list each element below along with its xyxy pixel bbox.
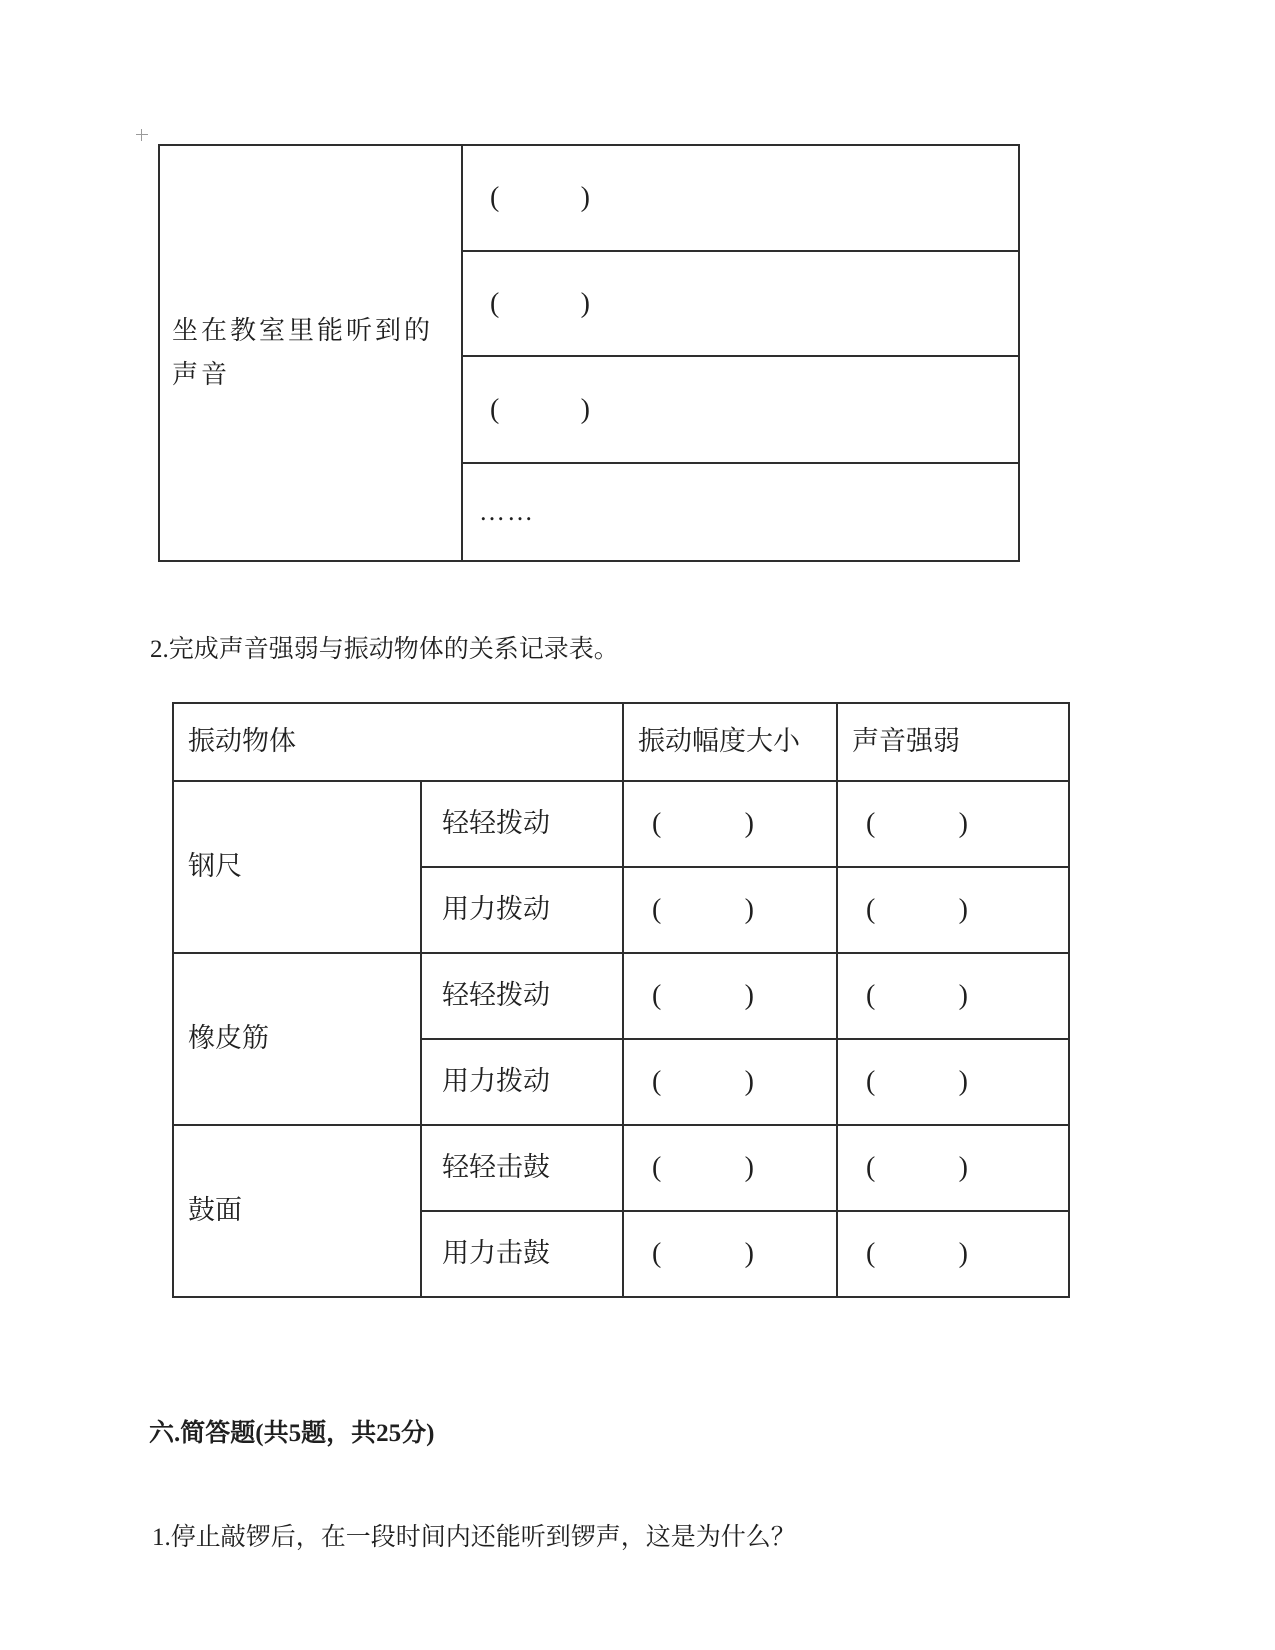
paren-open: (	[866, 1066, 876, 1098]
object-cell-drum	[173, 1125, 421, 1297]
object-label: 橡皮筋	[188, 1023, 269, 1054]
paren-close: )	[958, 1152, 968, 1184]
paren-close: )	[744, 980, 754, 1012]
paren-close: )	[580, 393, 590, 425]
paren-close: )	[958, 980, 968, 1012]
amplitude-answer-cell	[623, 1125, 837, 1211]
action-cell	[421, 1039, 623, 1125]
paren-close: )	[580, 287, 590, 319]
action-label: 用力拨动	[442, 894, 550, 925]
answer-blank-cell	[462, 356, 1019, 463]
object-cell-rubber-band	[173, 953, 421, 1125]
header-loudness	[837, 703, 1069, 781]
action-cell	[421, 1125, 623, 1211]
paren-close: )	[744, 1152, 754, 1184]
paren-close: )	[958, 1238, 968, 1270]
header-vibrating-object-label: 振动物体	[188, 726, 296, 757]
row-header-cell	[159, 145, 462, 561]
action-label: 轻轻拨动	[442, 808, 550, 839]
loudness-answer-cell	[837, 1125, 1069, 1211]
amplitude-answer-cell	[623, 781, 837, 867]
amplitude-answer-cell	[623, 867, 837, 953]
header-loudness-label: 声音强弱	[852, 726, 960, 757]
object-label: 鼓面	[188, 1195, 242, 1226]
paren-open: (	[866, 980, 876, 1012]
ellipsis-label: ……	[479, 496, 535, 526]
answer-blank-cell	[462, 145, 1019, 251]
ellipsis-cell	[462, 463, 1019, 561]
answer-blank	[652, 974, 754, 1017]
answer-blank	[866, 974, 968, 1017]
paren-close: )	[744, 808, 754, 840]
section6-question1: 1.停止敲锣后，在一段时间内还能听到锣声，这是为什么？	[152, 1524, 796, 1551]
paren-open: (	[490, 393, 500, 425]
paren-open: (	[866, 808, 876, 840]
paren-open: (	[652, 1066, 662, 1098]
answer-blank	[490, 388, 590, 431]
object-cell-steel-ruler	[173, 781, 421, 953]
loudness-answer-cell	[837, 867, 1069, 953]
paren-open: (	[652, 1152, 662, 1184]
paren-open: (	[490, 182, 500, 214]
answer-blank	[866, 1060, 968, 1103]
paren-close: )	[958, 894, 968, 926]
loudness-answer-cell	[837, 1039, 1069, 1125]
header-amplitude	[623, 703, 837, 781]
header-amplitude-label: 振动幅度大小	[638, 726, 800, 757]
answer-blank	[490, 282, 590, 325]
answer-blank	[866, 1232, 968, 1275]
action-label: 轻轻拨动	[442, 980, 550, 1011]
question2-prompt: 2.完成声音强弱与振动物体的关系记录表。	[150, 636, 619, 663]
paren-open: (	[652, 1238, 662, 1270]
paren-open: (	[652, 980, 662, 1012]
action-cell	[421, 1211, 623, 1297]
answer-blank	[490, 176, 590, 219]
answer-blank	[652, 1060, 754, 1103]
handle-vertical-bar	[141, 129, 142, 141]
paren-close: )	[580, 182, 590, 214]
paren-open: (	[490, 287, 500, 319]
handle-horizontal-bar	[136, 134, 148, 135]
paren-open: (	[866, 894, 876, 926]
classroom-sounds-table	[158, 144, 1020, 562]
answer-blank	[652, 1146, 754, 1189]
action-cell	[421, 867, 623, 953]
paren-close: )	[744, 894, 754, 926]
amplitude-answer-cell	[623, 953, 837, 1039]
answer-blank	[866, 802, 968, 845]
answer-blank	[652, 802, 754, 845]
paren-open: (	[866, 1152, 876, 1184]
section6-heading: 六.简答题(共5题，共25分)	[149, 1420, 435, 1447]
vibration-record-table	[172, 702, 1070, 1298]
answer-blank	[652, 888, 754, 931]
loudness-answer-cell	[837, 781, 1069, 867]
answer-blank	[866, 888, 968, 931]
amplitude-answer-cell	[623, 1039, 837, 1125]
action-label: 用力拨动	[442, 1066, 550, 1097]
paren-close: )	[958, 808, 968, 840]
paren-close: )	[958, 1066, 968, 1098]
loudness-answer-cell	[837, 953, 1069, 1039]
object-label: 钢尺	[188, 851, 242, 882]
paren-open: (	[866, 1238, 876, 1270]
paren-open: (	[652, 894, 662, 926]
paren-open: (	[652, 808, 662, 840]
loudness-answer-cell	[837, 1211, 1069, 1297]
answer-blank	[866, 1146, 968, 1189]
answer-blank	[652, 1232, 754, 1275]
amplitude-answer-cell	[623, 1211, 837, 1297]
paren-close: )	[744, 1238, 754, 1270]
paren-close: )	[744, 1066, 754, 1098]
row-header-label: 坐在教室里能听到的声音	[172, 316, 434, 389]
header-vibrating-object	[173, 703, 623, 781]
action-label: 用力击鼓	[442, 1238, 550, 1269]
action-cell	[421, 781, 623, 867]
action-label: 轻轻击鼓	[442, 1152, 550, 1183]
table-move-handle-icon	[136, 129, 148, 141]
action-cell	[421, 953, 623, 1039]
answer-blank-cell	[462, 251, 1019, 356]
